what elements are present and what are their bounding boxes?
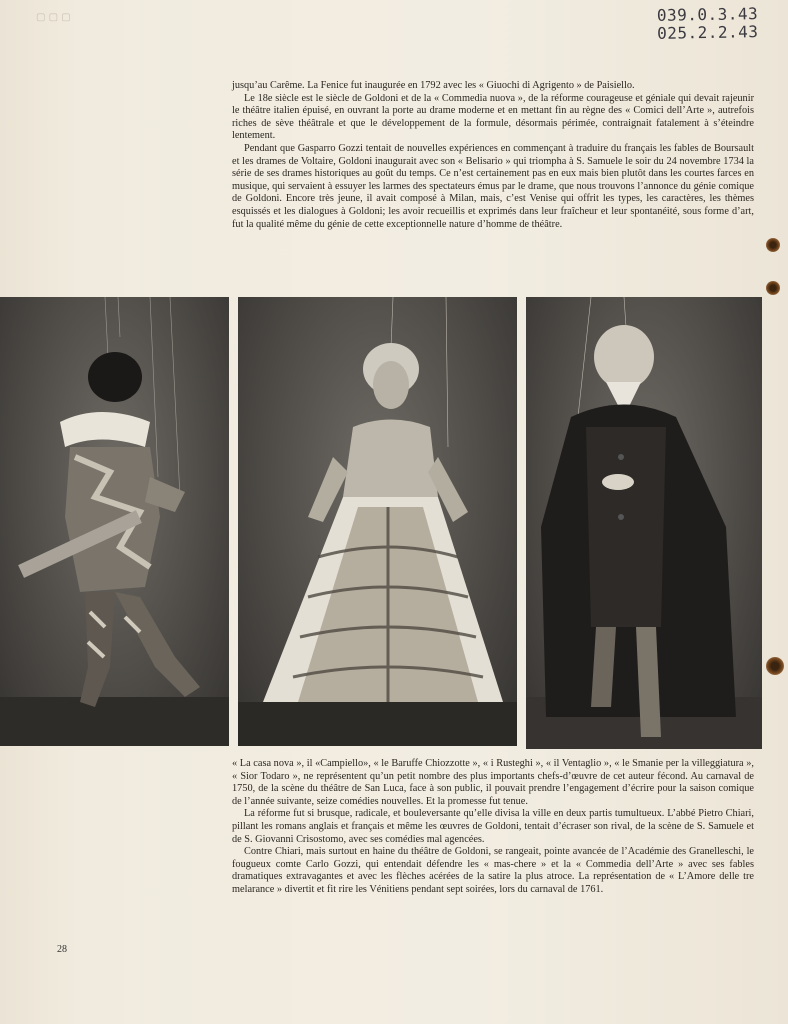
photo-harlequin-puppet [0,297,229,746]
paragraph: « La casa nova », il «Campiello», « le Baruffe Chiozzotte », « i Rusteghi », « il Ventaglio », « le Smanie per la villeggiatura », « Sior Todaro », ne représentent qu’un petit nombre des plus importants chefs-d’œuvre de cet auteur fécond. Au carnaval de 1750, de la scène du théâtre de San Luca, face à son public, il pouvait prendre l’engagement d’écrire pour la saison comique de l’année suivante, seize comédies nouvelles. Et la promesse fut tenue. [232,758,754,807]
binding-hole [766,657,784,675]
top-text [232,80,754,231]
lady-illustration [238,297,517,746]
page-number: 28 [57,944,67,955]
paragraph: Pendant que Gasparro Gozzi tentait de nouvelles expériences en commençant à traduire du français les fables de Boursault et les drames de Voltaire, Goldoni inaugurait avec son « Belisario » qui triompha à S. Samuele le soir du 24 novembre 1734 la série de ses drames historiques au goût du temps. Ce n’est certainement pas en eux mais bien plutôt dans les courtes farces en musique, qui servaient à essuyer les larmes des spectateurs émus par le drame, que nous trouvons l’annonce du génie comique de Goldoni. Encore très jeune, il avait composé à Milan, mais, c’est Venise qui offrit les types, les caractères, les thèmes esquissés et les dialogues à Goldoni; les avoir recueillis et exprimés dans leur fraîcheur et leur spontanéité, sous forme d’art, fut la qualité même du génie de cette exceptionnelle nature d’homme de théâtre. [232,142,754,230]
paragraph: Le 18e siècle est le siècle de Goldoni et de la « Commedia nuova », de la réforme courageuse et géniale qui devait rajeunir le théâtre italien épuisé, en ouvrant la porte au drame moderne et en mettant fin au règne des « Comici dell’Arte », autrefois riches de sève théâtrale et que le développement de la formule, désormais périmée, contraignait fatalement à s’éteindre lentement. [232,92,754,142]
photo-old-man-puppet [526,297,762,749]
photo-lady-puppet [238,297,517,746]
paragraph: jusqu’au Carême. La Fenice fut inaugurée en 1792 avec les « Giuochi di Agrigento » de Paisiello. [232,80,635,91]
archive-reference [656,5,758,43]
archive-ref-line-2: 025.2.2.43 [656,22,759,43]
binding-hole [766,238,780,252]
harlequin-illustration [0,297,229,746]
binding-hole [766,281,780,295]
old-man-illustration [526,297,762,749]
paragraph: La réforme fut si brusque, radicale, et bouleversante qu’elle divisa la ville en deux partis tumultueux. L’abbé Pietro Chiari, pillant les romans anglais et français et même les œuvres de Goldoni, tentait d’écraser son rival, de la scène de S. Samuele et de S. Giovanni Crisostomo, avec ses comédies mal agencées. [232,808,754,845]
bottom-text [232,758,754,897]
paragraph: Contre Chiari, mais surtout en haine du théâtre de Goldoni, se rangeait, pointe avancée de l’Académie des Granelleschi, le fougueux comte Carlo Gozzi, qui entendait défendre les « mas-chere » et la « Commedia dell’Arte » avec ses fables dramatiques extravagantes et avec les flèches acérées de la satire la plus atroce. La représentation de « L’Amore delle tre melarance » divertit et fit rire les Vénitiens pendant sept soirées, lors du carnaval de 1761. [232,846,754,895]
faint-stamp: ▢ ▢ ▢ [36,12,71,23]
archive-ref-line-1: 039.0.3.43 [656,4,758,25]
